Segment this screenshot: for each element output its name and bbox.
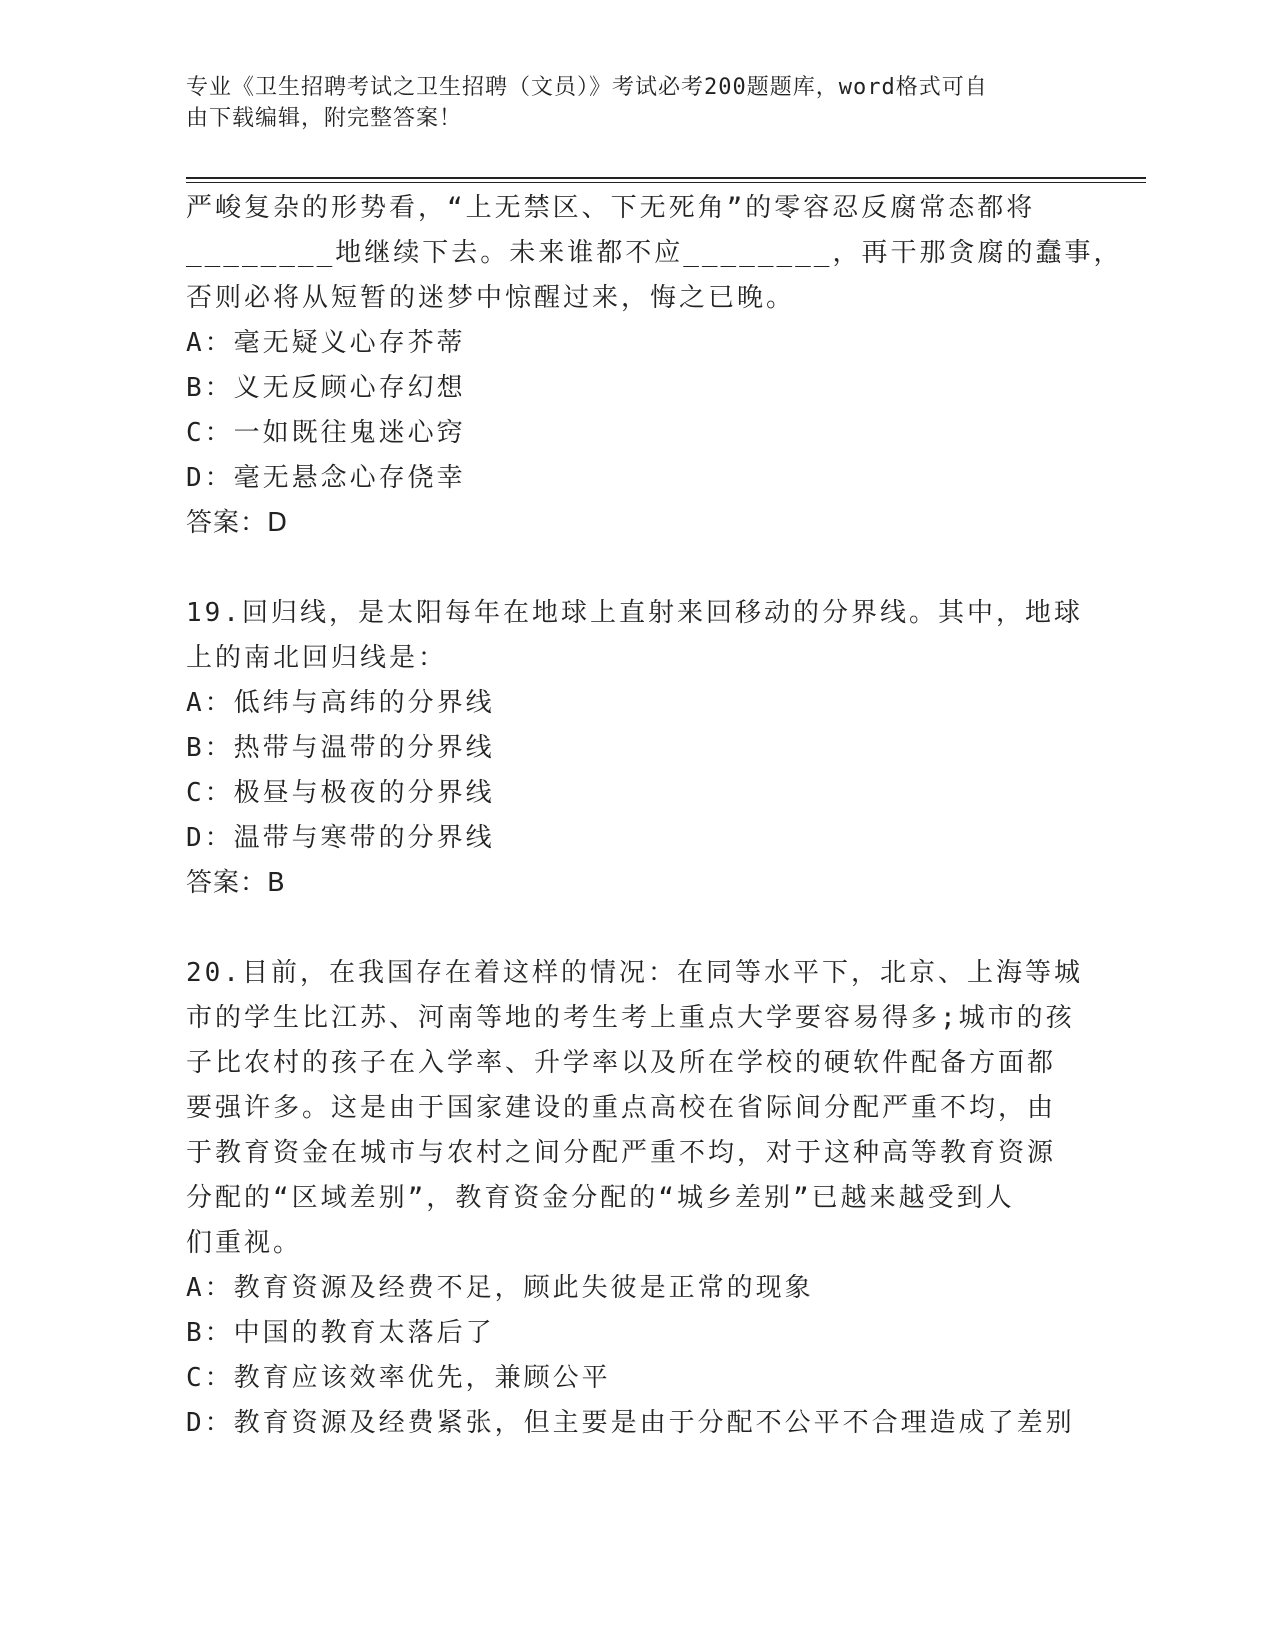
answer-label: 答案：B <box>186 868 286 898</box>
question-stem-line: 子比农村的孩子在入学率、升学率以及所在学校的硬软件配备方面都 <box>186 1048 1057 1078</box>
header-line-2: 由下载编辑，附完整答案！ <box>186 106 463 131</box>
option-b: B：热带与温带的分界线 <box>186 733 495 763</box>
header-divider-thin <box>186 182 1146 183</box>
question-19 <box>186 591 1086 906</box>
option-d: D：教育资源及经费紧张，但主要是由于分配不公平不合理造成了差别 <box>186 1408 1075 1438</box>
option-d: D：毫无悬念心存侥幸 <box>186 463 466 493</box>
question-20 <box>186 951 1086 1446</box>
question-content <box>186 186 1123 1446</box>
question-stem-line: 上的南北回归线是： <box>186 643 448 673</box>
option-c: C：教育应该效率优先，兼顾公平 <box>186 1363 611 1393</box>
header-divider-thick <box>186 177 1146 179</box>
question-stem-line: 们重视。 <box>186 1228 303 1258</box>
option-a: A：毫无疑义心存芥蒂 <box>186 328 466 358</box>
spacer <box>186 906 1086 951</box>
question-stem-line: 于教育资金在城市与农村之间分配严重不均，对于这种高等教育资源 <box>186 1138 1057 1168</box>
option-d: D：温带与寒带的分界线 <box>186 823 495 853</box>
spacer <box>186 546 1086 591</box>
question-stem-line: 19.回归线，是太阳每年在地球上直射来回移动的分界线。其中，地球 <box>186 598 1083 628</box>
question-stem-line: 要强许多。这是由于国家建设的重点高校在省际间分配严重不均，由 <box>186 1093 1057 1123</box>
option-b: B：中国的教育太落后了 <box>186 1318 495 1348</box>
option-a: A：教育资源及经费不足，顾此失彼是正常的现象 <box>186 1273 814 1303</box>
question-stem-line: 市的学生比江苏、河南等地的考生考上重点大学要容易得多;城市的孩 <box>186 1003 1075 1033</box>
question-stem-line: ________地继续下去。未来谁都不应________，再干那贪腐的蠢事， <box>186 238 1123 268</box>
option-b: B：义无反顾心存幻想 <box>186 373 466 403</box>
page-header <box>186 72 1066 134</box>
option-a: A：低纬与高纬的分界线 <box>186 688 495 718</box>
header-line-1: 专业《卫生招聘考试之卫生招聘（文员）》考试必考200题题库，word格式可自 <box>186 75 988 100</box>
question-stem-line: 严峻复杂的形势看，“上无禁区、下无死角”的零容忍反腐常态都将 <box>186 193 1036 223</box>
question-stem-line: 20.目前，在我国存在着这样的情况：在同等水平下，北京、上海等城 <box>186 958 1083 988</box>
question-stem-line: 否则必将从短暂的迷梦中惊醒过来，悔之已晚。 <box>186 283 796 313</box>
option-c: C：极昼与极夜的分界线 <box>186 778 495 808</box>
answer-label: 答案：D <box>186 508 289 538</box>
question-18 <box>186 186 1123 546</box>
question-stem-line: 分配的“区域差别”，教育资金分配的“城乡差别”已越来越受到人 <box>186 1183 1015 1213</box>
option-c: C：一如既往鬼迷心窍 <box>186 418 466 448</box>
